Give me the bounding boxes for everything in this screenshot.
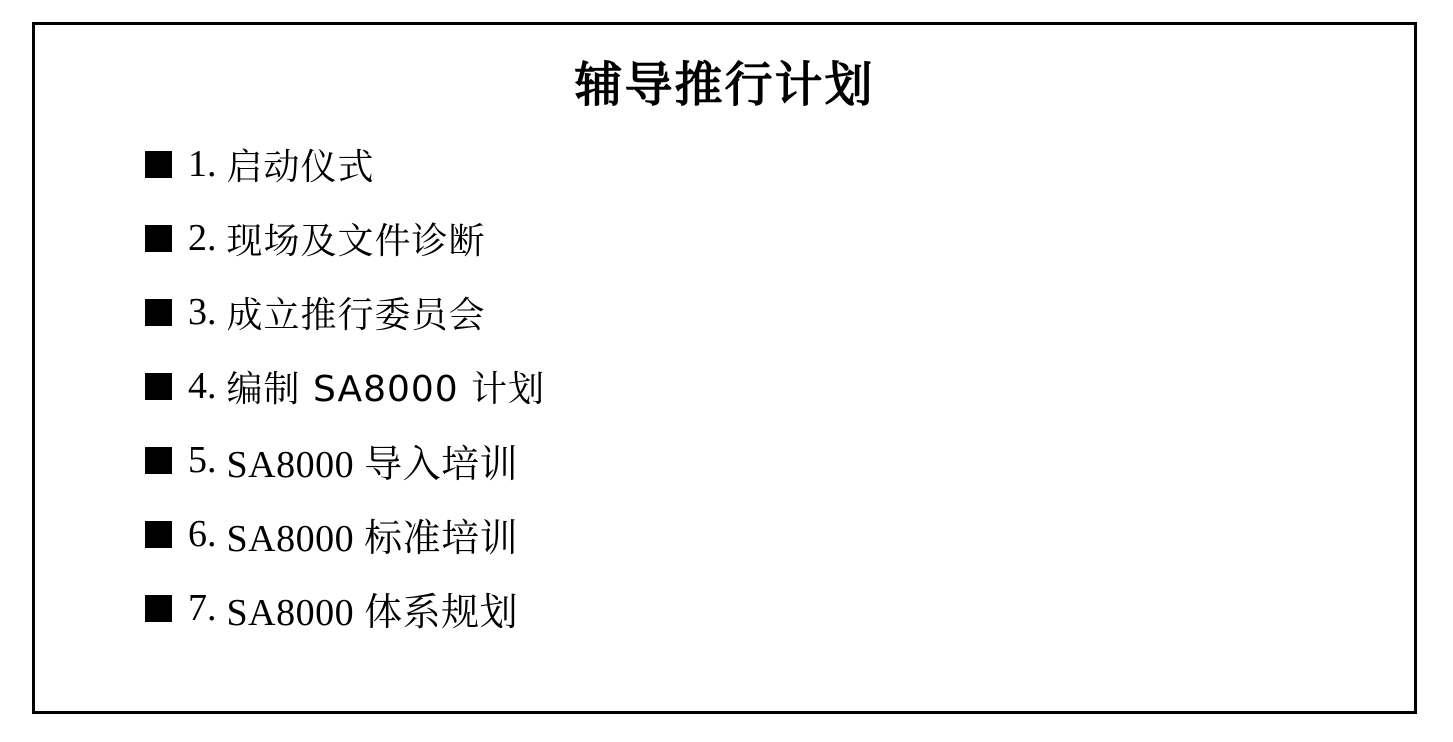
slide-frame: [32, 22, 1417, 714]
filled-square-icon: [145, 225, 172, 252]
page-title: 辅导推行计划: [574, 57, 875, 113]
list-item-number: 6.: [188, 513, 217, 555]
list-item-number: 3.: [188, 291, 217, 333]
list-item-label: 成立推行委员会: [226, 294, 486, 336]
list-item-label: 启动仪式: [226, 146, 375, 188]
list-item: [145, 571, 1414, 645]
bullet-list: [35, 127, 1414, 645]
filled-square-icon: [145, 299, 172, 326]
filled-square-icon: [145, 521, 172, 548]
filled-square-icon: [145, 151, 172, 178]
list-item-number: 2.: [188, 217, 217, 259]
list-item: [145, 201, 1414, 275]
list-item-number: 4.: [188, 365, 217, 407]
list-item: [145, 127, 1414, 201]
list-item-label: 现场及文件诊断: [226, 220, 486, 262]
list-item-label: 编制 SA8000 计划: [226, 368, 546, 410]
list-item-label: SA8000 体系规划: [226, 591, 519, 634]
filled-square-icon: [145, 447, 172, 474]
list-item-label: SA8000 导入培训: [226, 443, 519, 486]
list-item: [145, 349, 1414, 423]
list-item: [145, 275, 1414, 349]
filled-square-icon: [145, 373, 172, 400]
list-item: [145, 423, 1414, 497]
list-item: [145, 497, 1414, 571]
list-item-label: SA8000 标准培训: [226, 517, 519, 560]
list-item-number: 1.: [188, 143, 217, 185]
list-item-number: 7.: [188, 587, 217, 629]
filled-square-icon: [145, 595, 172, 622]
list-item-number: 5.: [188, 439, 217, 481]
